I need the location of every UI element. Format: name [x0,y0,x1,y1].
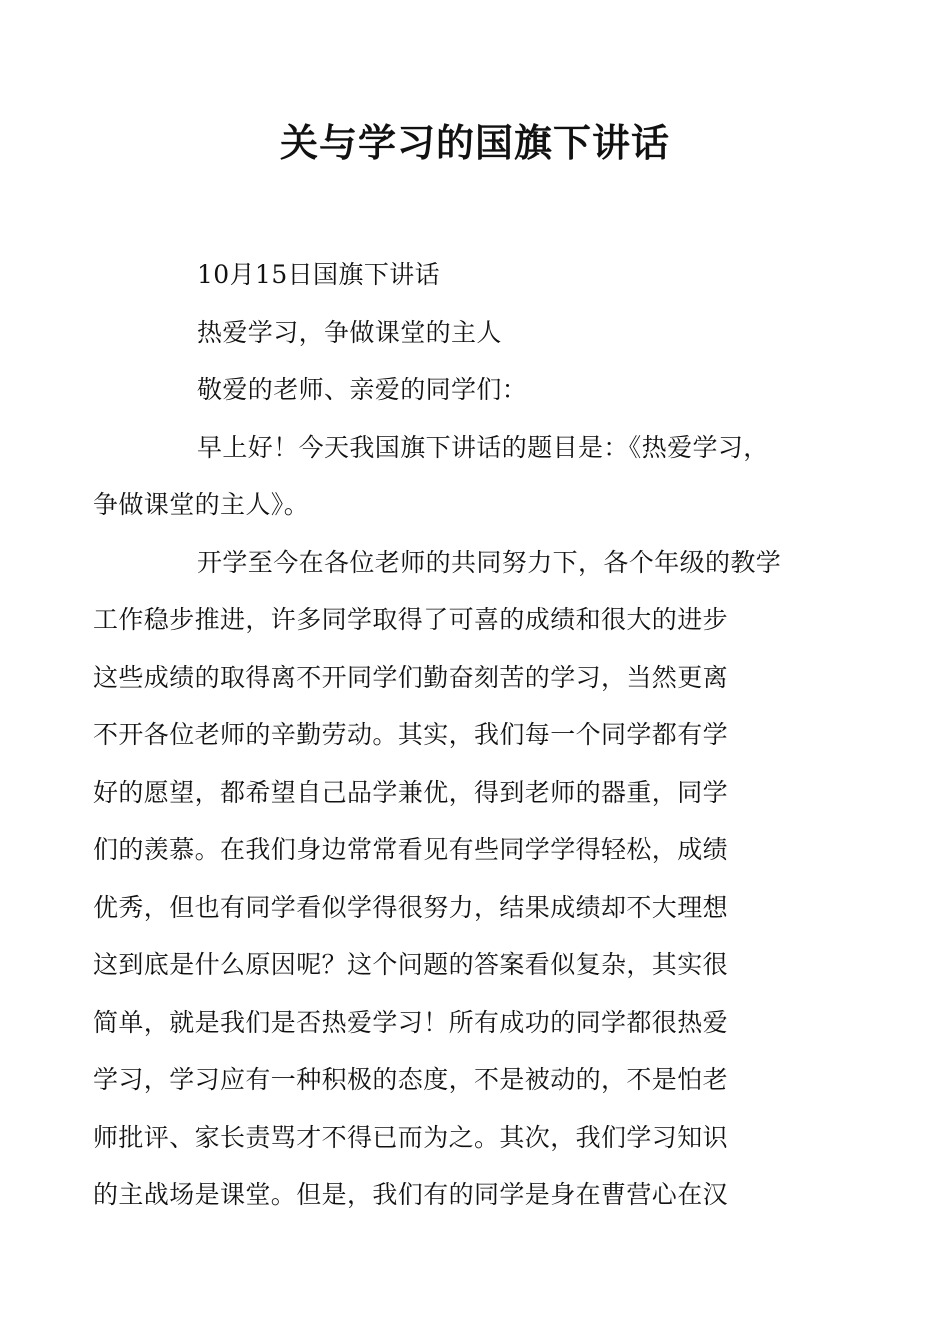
paragraph-salutation [145,361,810,419]
text-line: 们的羡慕。在我们身边常常看见有些同学学得轻松，成绩 [93,835,729,864]
paragraph-greeting [93,419,810,534]
text-line: 的主战场是课堂。但是，我们有的同学是身在曹营心在汉 [93,1180,729,1209]
paragraph-date [145,246,810,304]
text-line: 争做课堂的主人》。 [93,490,310,519]
document-body [93,246,810,1224]
text-line: 工作稳步推进，许多同学取得了可喜的成绩和很大的进步 [93,605,729,634]
text-line: 不开各位老师的辛勤劳动。其实，我们每一个同学都有学 [93,720,729,749]
text-line: 这到底是什么原因呢？这个问题的答案看似复杂，其实很 [93,950,729,979]
text-line: 这些成绩的取得离不开同学们勤奋刻苦的学习，当然更离 [93,662,729,692]
text-line: 优秀，但也有同学看似学得很努力，结果成绩却不大理想 [93,892,729,922]
text-line: 敬爱的老师、亲爱的同学们： [197,375,528,404]
document-title: 关与学习的国旗下讲话 [279,120,670,165]
text-line: 好的愿望，都希望自己品学兼优，得到老师的器重，同学 [93,777,729,807]
text-line: 师批评、家长责骂才不得已而为之。其次，我们学习知识 [93,1122,729,1152]
text-line: 学习，学习应有一种积极的态度，不是被动的，不是怕老 [93,1065,729,1094]
text-line: 开学至今在各位老师的共同努力下，各个年级的教学 [197,547,782,577]
text-line: 简单，就是我们是否热爱学习！所有成功的同学都很热爱 [93,1007,729,1037]
text-line: 10月15日国旗下讲话 [197,260,441,289]
paragraph-body [93,534,810,1224]
paragraph-subtitle [145,304,810,362]
text-line: 早上好！今天我国旗下讲话的题目是：《热爱学习， [197,432,769,462]
text-line: 热爱学习，争做课堂的主人 [197,317,502,347]
